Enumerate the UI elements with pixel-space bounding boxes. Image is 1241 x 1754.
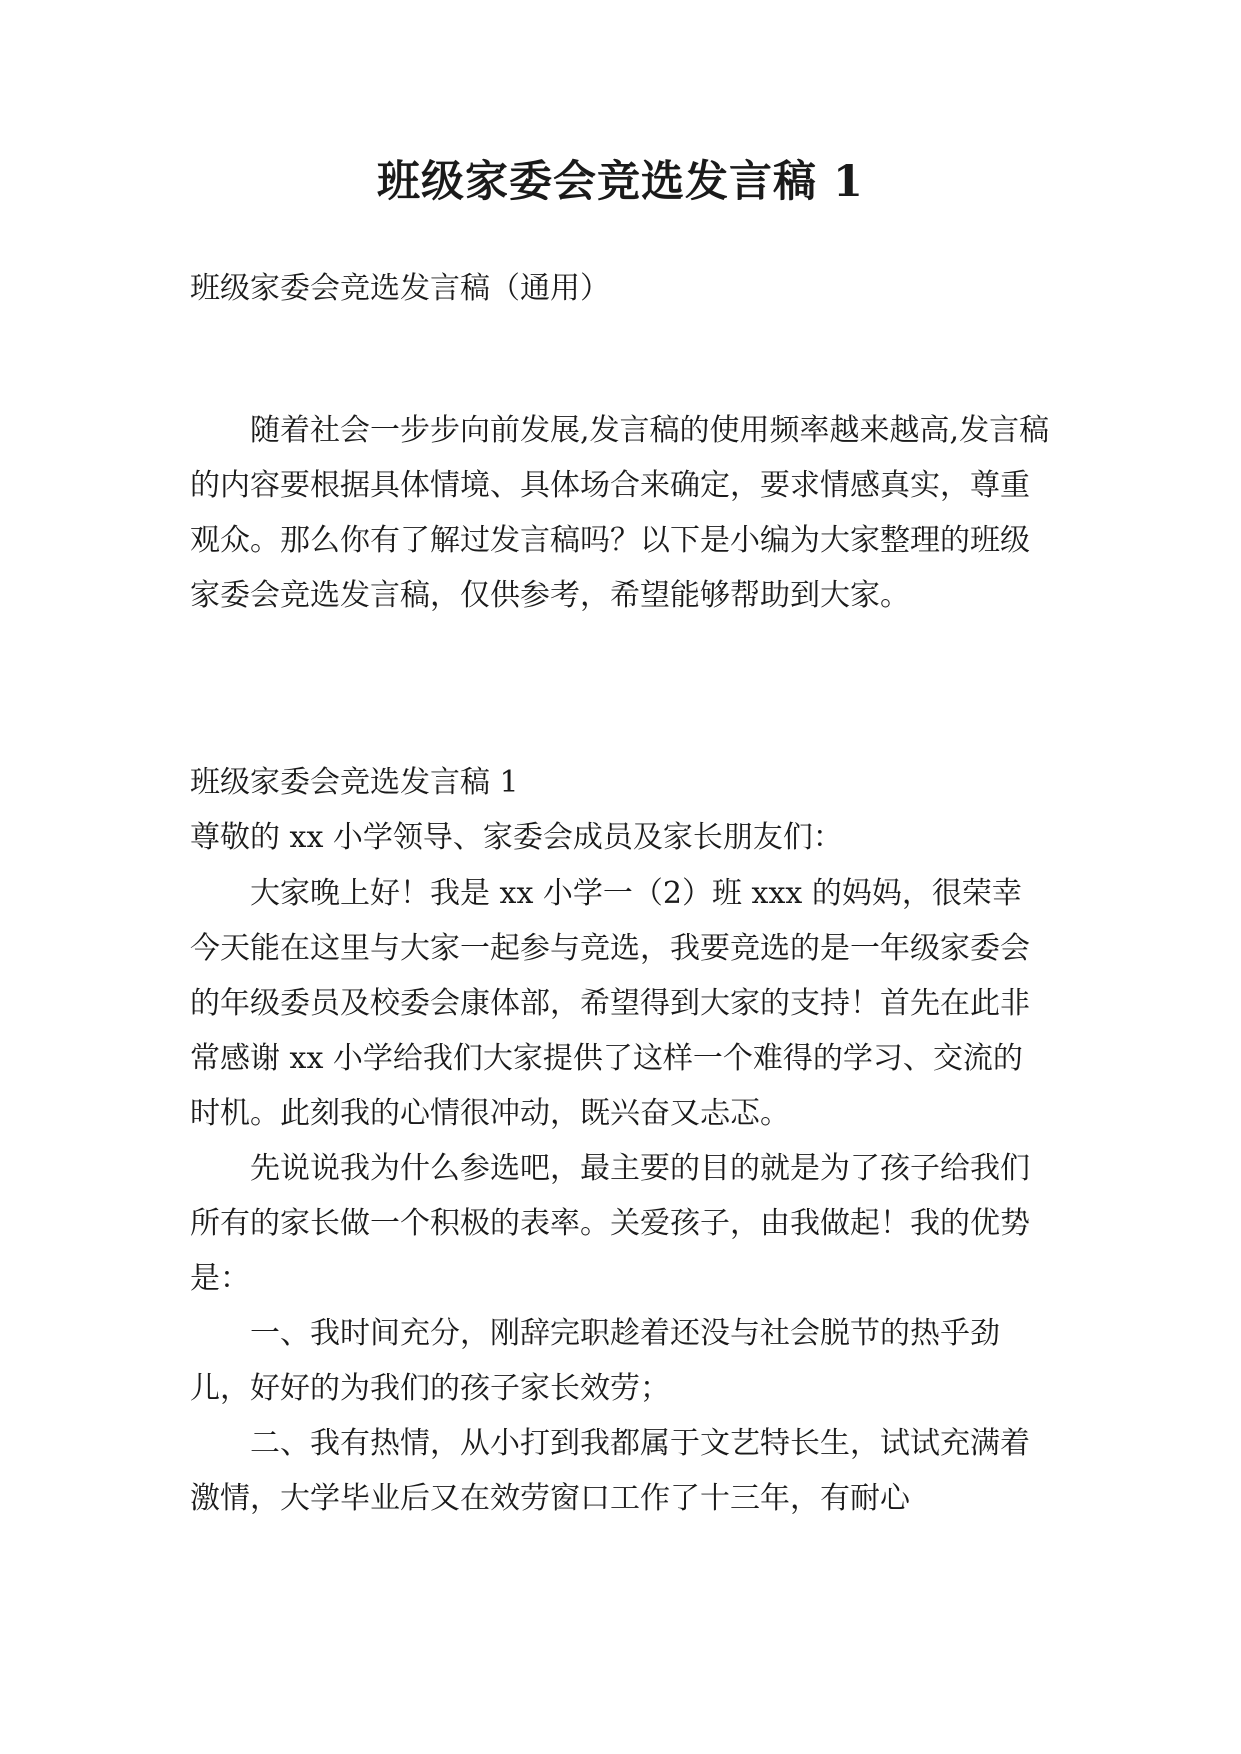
body-paragraph: 大家晚上好！我是 xx 小学一（2）班 xxx 的妈妈，很荣幸今天能在这里与大家一起参与竞选，我要竞选的是一年级家委会的年级委员及校委会康体部，希望得到大家的支持！首先在此非常感谢 xx 小学给我们大家提供了这样一个难得的学习、交流的时机。此刻我的心情很冲动，既兴奋又忐忑。 xyxy=(190,876,1030,1131)
greeting-line: 尊敬的 xx 小学领导、家委会成员及家长朋友们： xyxy=(190,820,843,855)
document-subtitle: 班级家委会竞选发言稿（通用） xyxy=(190,271,610,306)
body-paragraph: 二、我有热情，从小打到我都属于文艺特长生，试试充满着激情，大学毕业后又在效劳窗口工作了十三年，有耐心 xyxy=(190,1426,1030,1516)
section-heading: 班级家委会竞选发言稿 1 xyxy=(190,765,519,800)
body-paragraph: 一、我时间充分，刚辞完职趁着还没与社会脱节的热乎劲儿，好好的为我们的孩子家长效劳； xyxy=(190,1316,1000,1406)
body-paragraph: 先说说我为什么参选吧，最主要的目的就是为了孩子给我们所有的家长做一个积极的表率。关爱孩子，由我做起！我的优势是： xyxy=(190,1151,1030,1296)
intro-paragraph: 随着社会一步步向前发展,发言稿的使用频率越来越高,发言稿的内容要根据具体情境、具体场合来确定，要求情感真实，尊重观众。那么你有了解过发言稿吗？以下是小编为大家整理的班级家委会竞选发言稿，仅供参考，希望能够帮助到大家。 xyxy=(190,413,1050,613)
speech-body xyxy=(190,866,1050,1526)
document-title: 班级家委会竞选发言稿 1 xyxy=(377,157,864,207)
